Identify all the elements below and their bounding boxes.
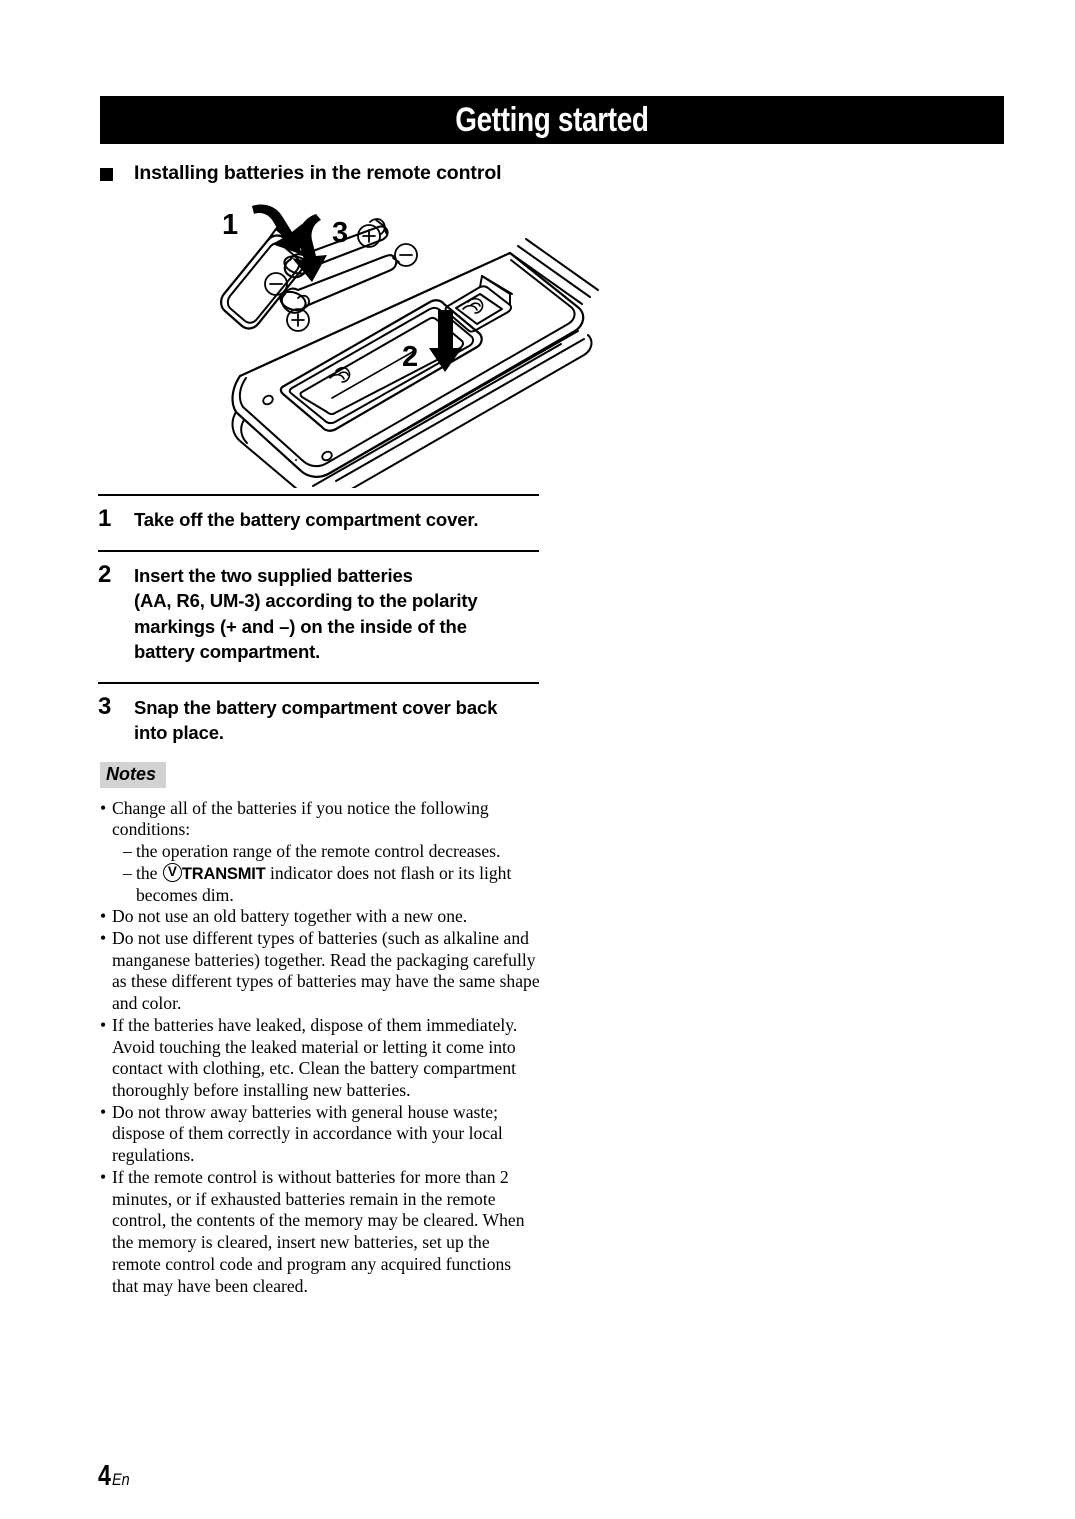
step-number: 3	[98, 692, 112, 720]
bullet-icon: •	[100, 1014, 107, 1035]
page-title: Getting started	[455, 100, 649, 139]
note-subitem-prefix: the	[136, 862, 162, 883]
note-list-item	[100, 1102, 540, 1167]
notes-list	[100, 798, 540, 1298]
callout-label-2: 2	[402, 341, 419, 373]
dash-icon: –	[123, 862, 132, 883]
bullet-icon: •	[100, 1166, 107, 1187]
footer-page-number: 4	[98, 1460, 111, 1492]
dash-icon: –	[123, 841, 132, 862]
step-line: (AA, R6, UM-3) according to the polarity	[134, 590, 478, 612]
note-list-item	[100, 798, 540, 907]
notes-label: Notes	[100, 762, 166, 788]
note-subitem	[123, 841, 540, 863]
note-subitem-text: the operation range of the remote control decreases.	[136, 841, 501, 862]
transmit-label: TRANSMIT	[181, 864, 266, 883]
note-text	[112, 798, 540, 907]
bullet-icon: •	[100, 797, 107, 818]
transmit-icon-glyph: V	[167, 863, 177, 879]
numbered-steps-list	[98, 494, 539, 746]
note-text: Do not throw away batteries with general house waste; dispose of them correctly in accordance with your local regulations.	[112, 1101, 503, 1166]
footer-language-code: En	[112, 1470, 130, 1489]
step-line: Snap the battery compartment cover back	[134, 696, 498, 718]
remote-control-battery-installation-diagram	[180, 198, 600, 488]
step-text	[134, 505, 478, 533]
step-number: 2	[98, 560, 112, 588]
step-number: 1	[98, 505, 112, 532]
note-text: If the batteries have leaked, dispose of them immediately. Avoid touching the leaked material or letting it come into contact with clothing, etc. Clean the battery compartment thoroughly before installing new batteries.	[112, 1014, 518, 1101]
section-heading	[100, 163, 501, 184]
filled-square-bullet-icon	[100, 168, 113, 181]
step-line: Insert the two supplied batteries	[134, 564, 413, 586]
bullet-icon: •	[100, 1101, 107, 1122]
note-paragraph: Change all of the batteries if you notice the following conditions:	[112, 797, 489, 840]
section-heading-label: Installing batteries in the remote control	[134, 162, 502, 184]
note-text: Do not use an old battery together with a new one.	[112, 906, 468, 927]
note-list-item	[100, 1167, 540, 1297]
callout-label-3: 3	[332, 217, 349, 249]
step-text	[134, 561, 477, 665]
note-list-item	[100, 1015, 540, 1102]
step-item	[98, 682, 539, 746]
step-line: battery compartment.	[134, 641, 321, 663]
step-line: markings (+ and –) on the inside of the	[134, 615, 467, 637]
callout-label-1: 1	[222, 209, 239, 241]
note-text: If the remote control is without batteries for more than 2 minutes, or if exhausted batteries remain in the remote control, the contents of the memory may be cleared. When the memory is cleared, insert new batteries, set up the remote control code and program any acquired functions that may have been cleared.	[112, 1166, 525, 1296]
note-subitem	[123, 863, 540, 906]
note-list-item	[100, 906, 540, 928]
step-line: Take off the battery compartment cover.	[134, 509, 479, 530]
page-footer	[98, 1460, 133, 1493]
note-text: Do not use different types of batteries (such as alkaline and manganese batteries) together. Read the packaging carefully as these different types of batteries may have the same shape and color.	[112, 928, 540, 1014]
step-item	[98, 494, 539, 533]
note-subitem-suffix: indicator does not flash or its light becomes dim.	[136, 862, 512, 905]
page-banner	[100, 96, 1004, 144]
transmit-indicator-icon	[163, 863, 182, 882]
step-line: into place.	[134, 722, 224, 744]
note-sublist	[112, 841, 540, 906]
note-subitem-text	[136, 863, 540, 906]
notes-section	[100, 762, 540, 1297]
bullet-icon: •	[100, 928, 107, 948]
step-item	[98, 550, 539, 665]
bullet-icon: •	[100, 906, 107, 927]
aa-batteries	[278, 219, 399, 460]
note-list-item	[100, 928, 540, 1015]
step-text	[134, 693, 497, 746]
